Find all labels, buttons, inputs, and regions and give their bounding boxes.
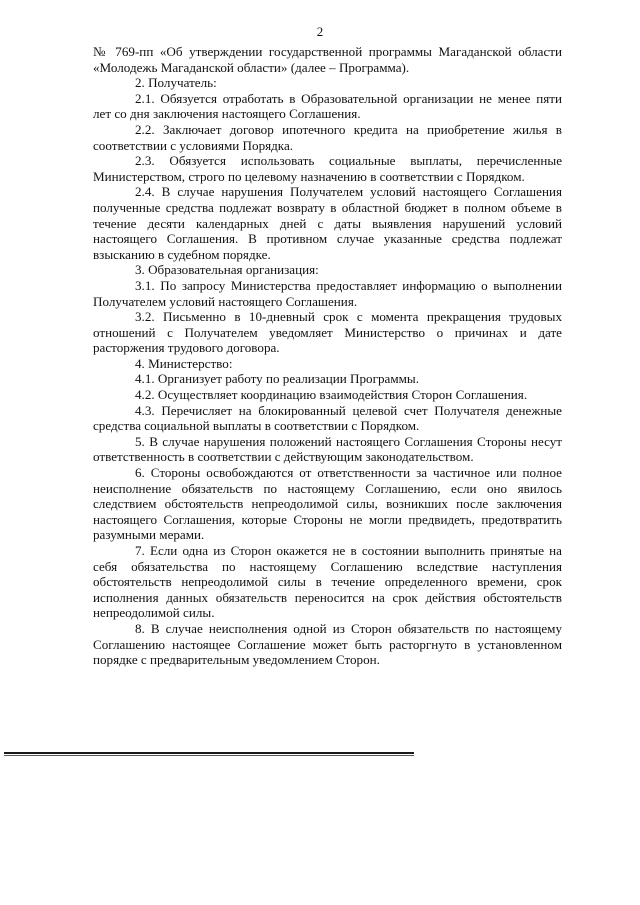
paragraph-clause-3: 3. Образовательная организация: bbox=[135, 262, 319, 278]
paragraph-clause-2-3: 2.3. Обязуется использовать социальные выплаты, перечисленные Министерством, строго по целевому назначению в соответствии с Порядком. bbox=[93, 153, 562, 184]
document-body bbox=[93, 44, 562, 668]
paragraph-clause-2-1: 2.1. Обязуется отработать в Образовательной организации не менее пяти лет со дня заключения настоящего Соглашения. bbox=[93, 90, 562, 122]
paragraph-clause-4: 4. Министерство: bbox=[135, 355, 233, 371]
paragraph-intro-continuation: № 769-пп «Об утверждении государственной программы Магаданской области «Молодежь Магаданской области» (далее – Программа). bbox=[93, 44, 562, 75]
footer-divider-shadow bbox=[4, 755, 414, 756]
paragraph-clause-4-3: 4.3. Перечисляет на блокированный целевой счет Получателя денежные средства социальной выплаты в соответствии с Порядком. bbox=[93, 402, 562, 434]
page-number: 2 bbox=[316, 24, 324, 39]
paragraph-clause-3-2: 3.2. Письменно в 10-дневный срок с момента прекращения трудовых отношений с Получателем уведомляет Министерство о причинах и дате расторжения трудового договора. bbox=[93, 309, 562, 356]
footer-divider bbox=[4, 752, 414, 754]
paragraph-clause-4-2: 4.2. Осуществляет координацию взаимодействия Сторон Соглашения. bbox=[135, 387, 528, 403]
paragraph-clause-2: 2. Получатель: bbox=[135, 75, 217, 91]
paragraph-clause-7: 7. Если одна из Сторон окажется не в состоянии выполнить принятые на себя обязательства по настоящему Соглашению вследствие наступления обстоятельств непреодолимой силы в течение определенного времени, срок исполнения данных обязательств переносится на срок действия обстоятельств непреодолимой силы. bbox=[93, 543, 562, 621]
paragraph-clause-5: 5. В случае нарушения положений настоящего Соглашения Стороны несут ответственность в соответствии с действующим законодательством. bbox=[93, 433, 562, 465]
paragraph-clause-3-1: 3.1. По запросу Министерства предоставляет информацию о выполнении Получателем условий настоящего Соглашения. bbox=[93, 277, 562, 309]
paragraph-clause-4-1: 4.1. Организует работу по реализации Программы. bbox=[135, 371, 419, 387]
paragraph-clause-8: 8. В случае неисполнения одной из Сторон обязательств по настоящему Соглашению настоящее Соглашение может быть расторгнуто в установленном порядке с предварительным уведомлением Сторон. bbox=[93, 620, 562, 668]
paragraph-clause-2-2: 2.2. Заключает договор ипотечного кредита на приобретение жилья в соответствии с условиями Порядка. bbox=[93, 121, 562, 153]
paragraph-clause-6: 6. Стороны освобождаются от ответственности за частичное или полное неисполнение обязательств по настоящему Соглашению, если оно явилось следствием обстоятельств непреодолимой силы, возникших после заключения настоящего Соглашения, которые Стороны не могли предвидеть, предотвратить разумными мерами. bbox=[93, 465, 562, 543]
paragraph-clause-2-4: 2.4. В случае нарушения Получателем условий настоящего Соглашения полученные средства подлежат возврату в областной бюджет в полном объеме в течение десяти календарных дней с даты выявления нарушений условий настоящего Соглашения. В противном случае указанные средства подлежат взысканию в судебном порядке. bbox=[93, 184, 562, 262]
